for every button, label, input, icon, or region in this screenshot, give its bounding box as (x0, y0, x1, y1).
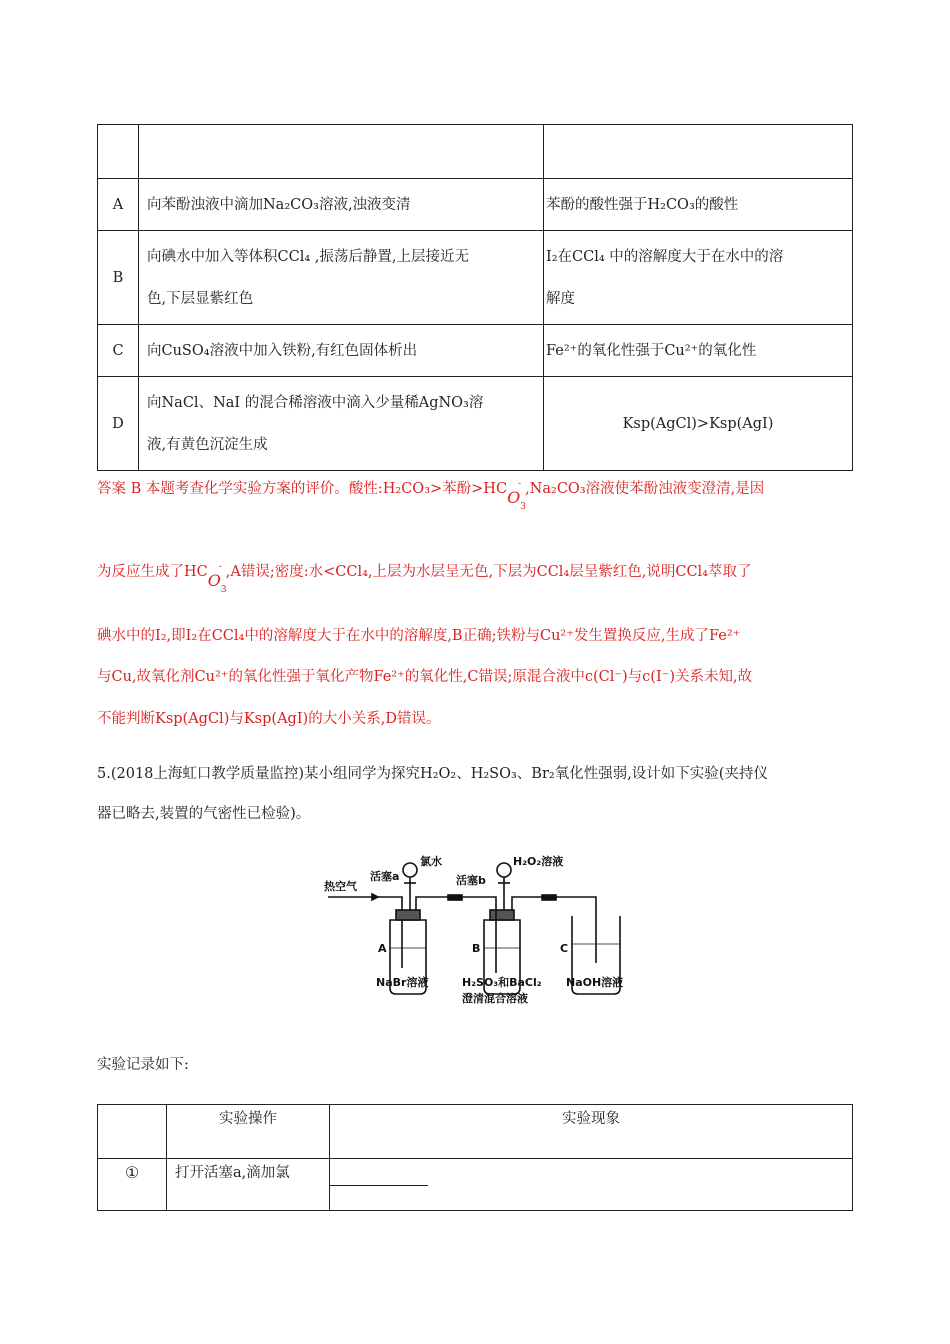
experiment-table (97, 124, 853, 471)
op-line: 液,有黄色沉淀生成 (147, 436, 268, 453)
concl-line: 解度 (546, 290, 575, 307)
hco3-fraction (507, 478, 526, 512)
fraction-o: O (207, 571, 221, 590)
answer-line-2 (97, 561, 853, 595)
fraction-sup: - (218, 562, 222, 572)
row-label: D (98, 377, 139, 471)
row-operation: 向苯酚浊液中滴加Na₂CO₃溶液,浊液变清 (139, 179, 544, 231)
row-operation: 向CuSO₄溶液中加入铁粉,有红色固体析出 (139, 325, 544, 377)
connector-joint (448, 895, 462, 900)
table-row (98, 231, 853, 325)
fraction-o: O (507, 488, 521, 507)
answer-line-4: 与Cu,故氧化剂Cu²⁺的氧化性强于氧化产物Fe²⁺的氧化性,C错误;原混合液中c(Cl⁻)与c(I⁻)关系未知,故 (97, 669, 753, 685)
label-nabr: NaBr溶液 (376, 976, 429, 989)
label-h2o2: H₂O₂溶液 (513, 855, 564, 868)
header-cell-concl (544, 125, 853, 179)
connector-bc (512, 897, 596, 963)
table-row (98, 179, 853, 231)
record-row (98, 1159, 853, 1211)
table-row (98, 377, 853, 471)
label-valve-b: 活塞b (456, 874, 486, 887)
label-c: C (560, 942, 569, 955)
question-5-line-1: 5.(2018上海虹口教学质量监控)某小组同学为探究H₂O₂、H₂SO₃、Br₂氧化性强弱,设计如下实验(夹持仪 (97, 766, 768, 782)
table-header-row (98, 125, 853, 179)
op-line: 色,下层显紫红色 (147, 290, 254, 307)
record-row-phenomenon (330, 1159, 853, 1211)
label-valve-a: 活塞a (370, 870, 400, 883)
record-row-label: ① (98, 1159, 167, 1211)
row-conclusion: 苯酚的酸性强于H₂CO₃的酸性 (544, 179, 853, 231)
label-b-solution-1: H₂SO₃和BaCl₂ (462, 976, 542, 989)
record-header-op: 实验操作 (167, 1105, 330, 1159)
row-conclusion (544, 231, 853, 325)
label-b-solution-2: 澄清混合溶液 (462, 992, 528, 1005)
fraction-sub: 3 (220, 584, 227, 595)
label-naoh: NaOH溶液 (566, 976, 624, 989)
op-line: 向NaCl、NaI 的混合稀溶液中滴入少量稀AgNO₃溶 (147, 394, 484, 411)
answer-text: ,A错误;密度:水<CCl₄,上层为水层呈无色,下层为CCl₄层呈紫红色,说明CCl₄萃取了 (225, 564, 752, 580)
answer-text: ,Na₂CO₃溶液使苯酚浊液变澄清,是因 (525, 481, 765, 497)
record-row-op: 打开活塞a,滴加氯 (167, 1159, 330, 1211)
table-row (98, 325, 853, 377)
row-label: A (98, 179, 139, 231)
concl-line: I₂在CCl₄ 中的溶解度大于在水中的溶 (546, 248, 784, 265)
answer-blank-line[interactable] (330, 1159, 428, 1186)
record-table (97, 1104, 853, 1211)
answer-text: 为反应生成了HC (97, 564, 208, 580)
arrow-head (372, 894, 378, 900)
row-operation (139, 231, 544, 325)
header-cell-label (98, 125, 139, 179)
label-b: B (472, 942, 481, 955)
label-hot-air: 热空气 (324, 880, 357, 893)
answer-line-1 (97, 478, 853, 512)
stopper-b (490, 910, 514, 920)
stopper-a (396, 910, 420, 920)
fraction-sup: - (518, 479, 522, 489)
label-a: A (378, 942, 387, 955)
record-header-row (98, 1105, 853, 1159)
row-label: C (98, 325, 139, 377)
row-conclusion: Ksp(AgCl)>Ksp(AgI) (544, 377, 853, 471)
question-5-line-2: 器已略去,装置的气密性已检验)。 (97, 806, 311, 822)
record-header-blank (98, 1105, 167, 1159)
row-operation (139, 377, 544, 471)
op-line: 向碘水中加入等体积CCl₄ ,振荡后静置,上层接近无 (147, 248, 469, 265)
hco3-fraction (207, 561, 227, 595)
apparatus-diagram (320, 848, 640, 1008)
row-conclusion: Fe²⁺的氧化性强于Cu²⁺的氧化性 (544, 325, 853, 377)
record-header-phenomenon: 实验现象 (330, 1105, 853, 1159)
fraction-sub: 3 (520, 501, 526, 512)
funnel-b (497, 863, 511, 877)
label-chlorine-water: 氯水 (420, 855, 442, 868)
row-label: B (98, 231, 139, 325)
header-cell-op (139, 125, 544, 179)
record-intro: 实验记录如下: (97, 1057, 189, 1073)
answer-line-3: 碘水中的I₂,即I₂在CCl₄中的溶解度大于在水中的溶解度,B正确;铁粉与Cu²⁺发生置换反应,生成了Fe²⁺ (97, 628, 741, 644)
funnel-a (403, 863, 417, 877)
connector-joint (542, 895, 556, 900)
answer-line-5: 不能判断Ksp(AgCl)与Ksp(AgI)的大小关系,D错误。 (97, 711, 441, 727)
answer-text: 答案 B 本题考查化学实验方案的评价。酸性:H₂CO₃>苯酚>HC (97, 481, 508, 497)
